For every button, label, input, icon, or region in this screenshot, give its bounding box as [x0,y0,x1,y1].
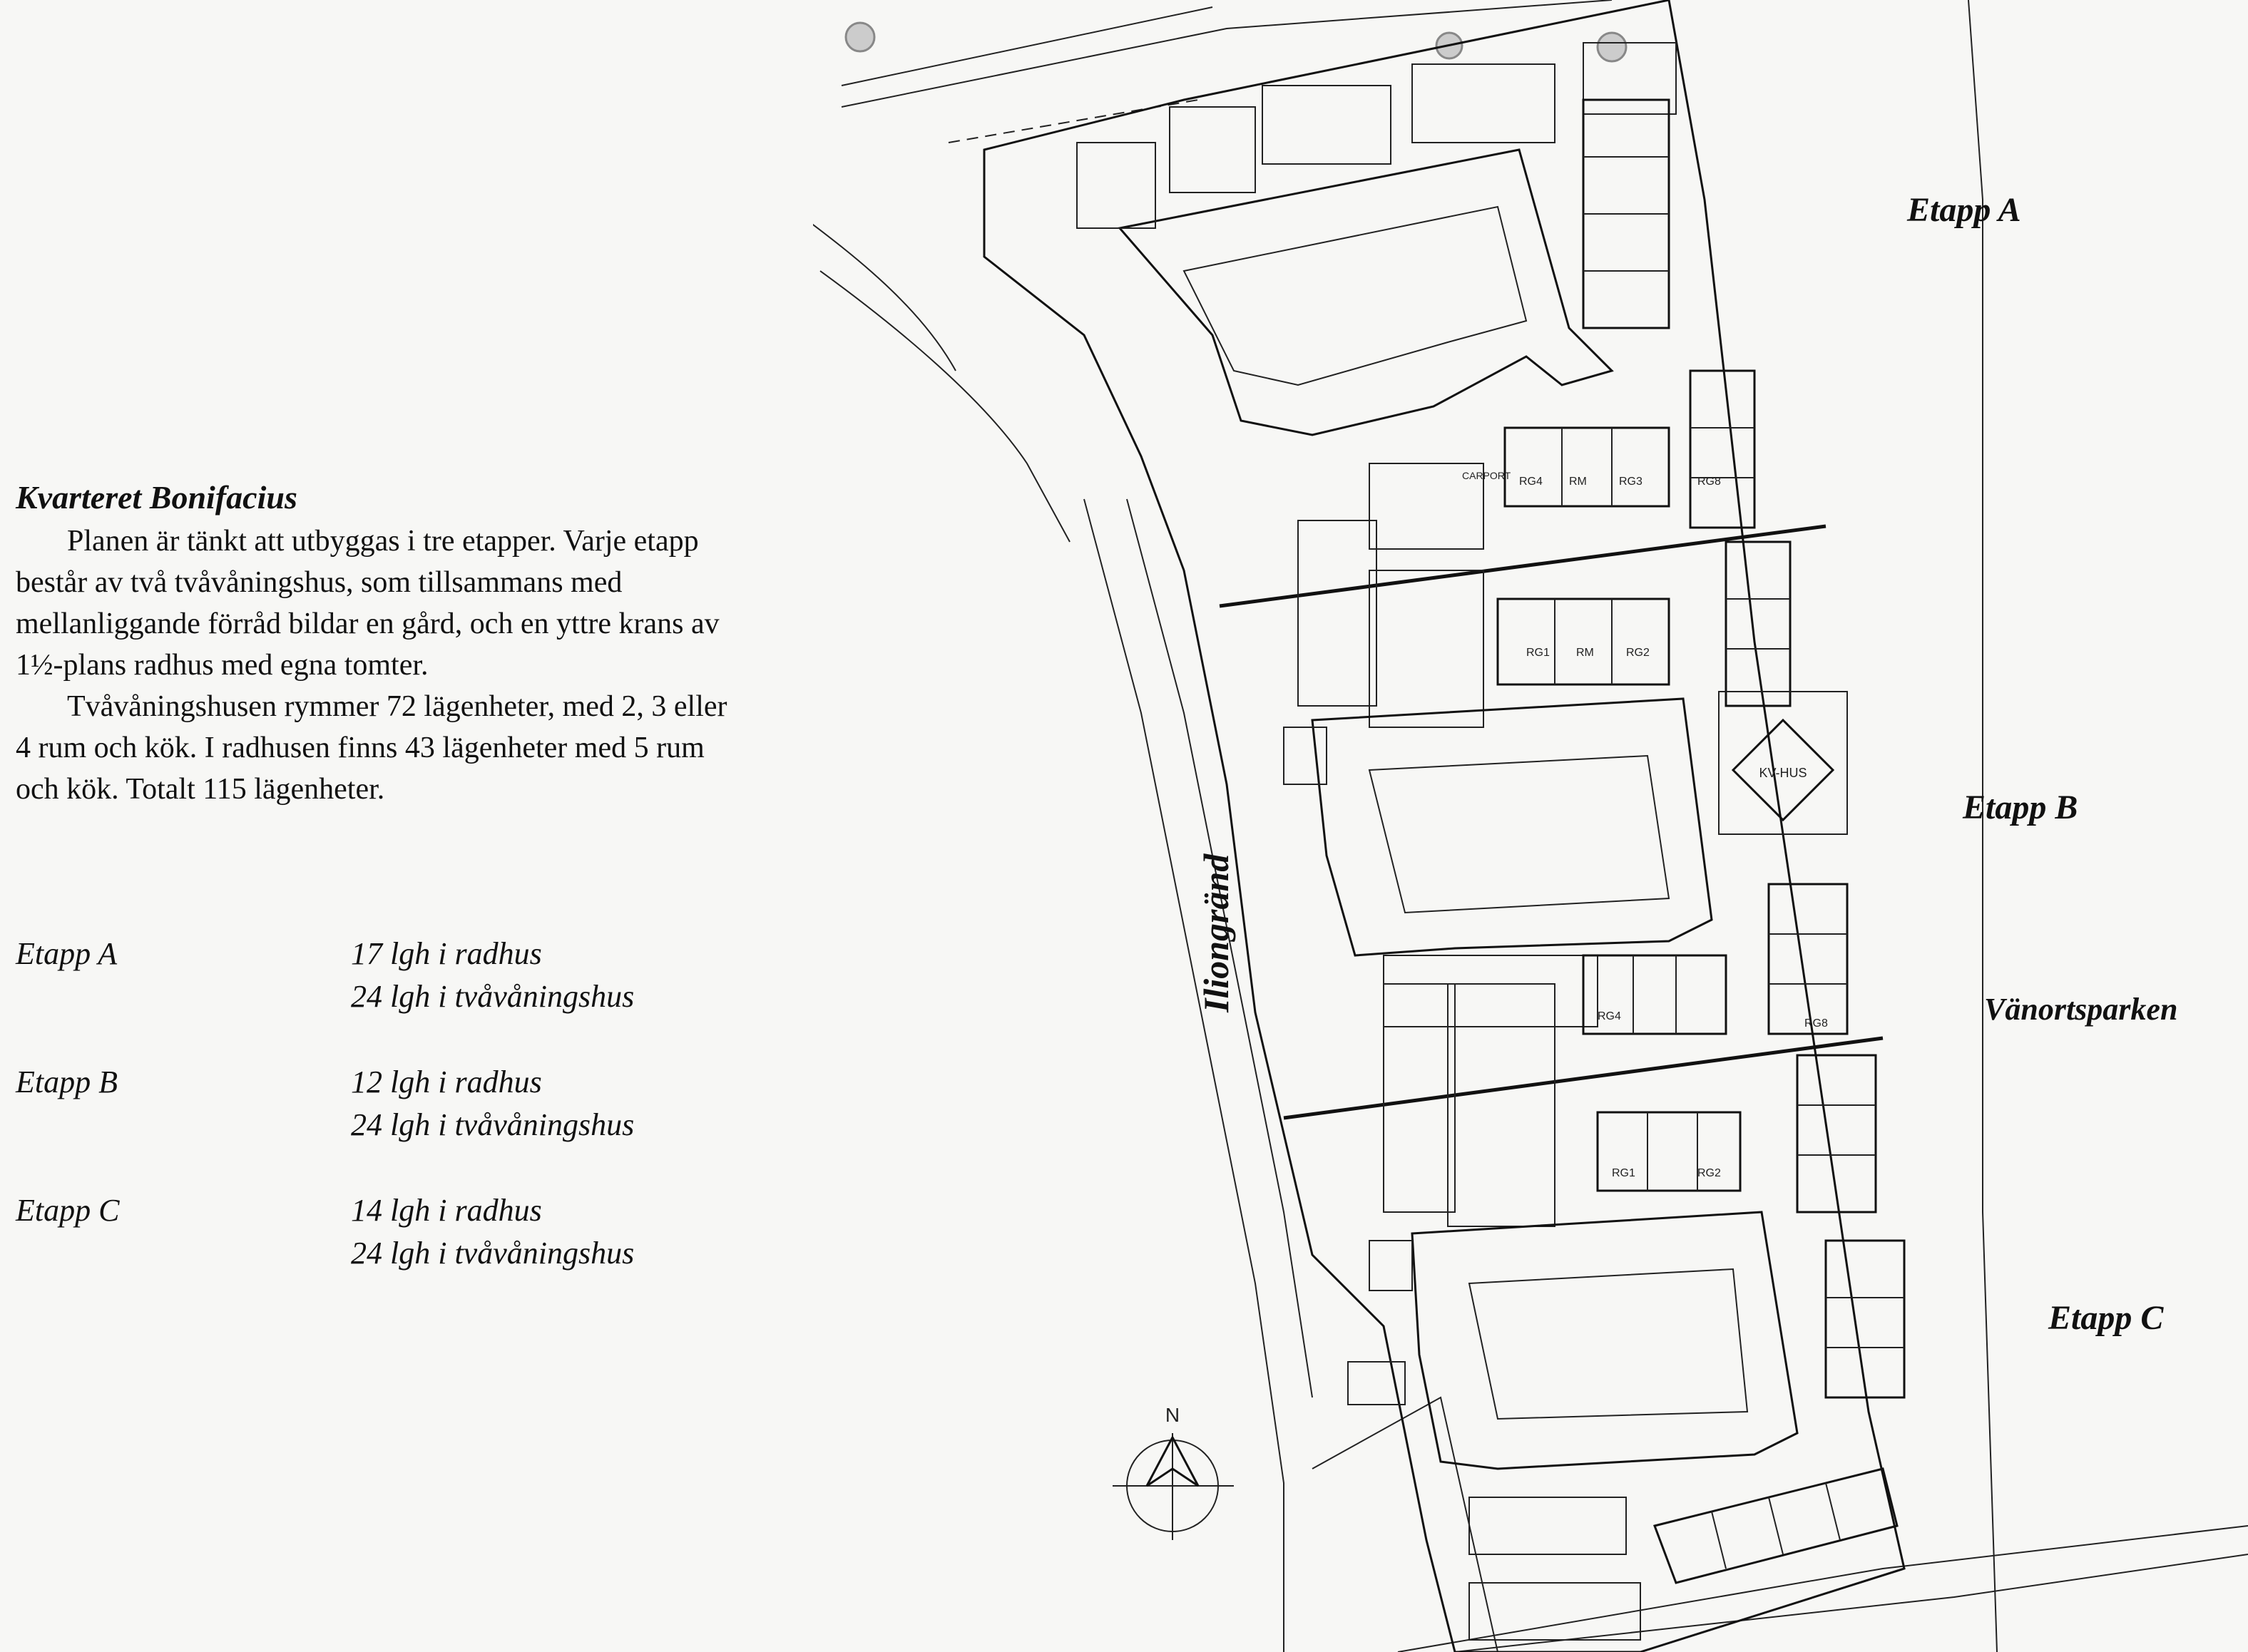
unit-label: RM [1576,647,1594,659]
unit-label: RG2 [1697,1167,1721,1179]
site-boundary [984,0,1904,1652]
etapp-b-row [16,1061,635,1142]
description-paragraph-1: Planen är tänkt att utbyggas i tre etapper. Varje etapp består av två tvåvåningshus, som tillsammans med mellanliggande förråd bildar en gård, och en yttre krans av 1½-plans radhus med egna tomter. [16,525,720,682]
etapp-a-tvavaning: 24 lgh i tvåvåningshus [351,979,635,1014]
unit-label: RG3 [1619,476,1642,488]
site-plan-map [813,0,2248,1652]
kv-hus-label: KV-HUS [1759,766,1807,780]
unit-label: RG4 [1598,1010,1621,1022]
unit-label: RG8 [1804,1017,1828,1030]
etapp-b-map-label: Etapp B [1963,789,2078,826]
etapp-c-row [16,1189,635,1271]
street-label: Iliongränd [1196,853,1236,1012]
punch-hole-icon [846,23,874,51]
unit-label: RG1 [1526,647,1550,659]
building-block-a [1077,43,1676,435]
etapp-a-map-label: Etapp A [1907,191,2021,229]
building-block-c [1348,1212,1797,1469]
north-arrow-icon [1113,1404,1234,1540]
punch-hole-icon [1598,33,1626,61]
etapp-divider-ab [1220,526,1826,606]
radhus-row-c [1469,1241,1904,1640]
unit-label: RM [1569,476,1587,488]
description-paragraph-2: Tvåvåningshusen rymmer 72 lägenheter, med 2, 3 eller 4 rum och kök. I radhusen finns 43 lägenheter med 5 rum och kök. Totalt 115 lägenheter. [16,690,727,806]
etapp-a-name: Etapp A [16,936,118,971]
etapp-b-radhus: 12 lgh i radhus [351,1064,542,1099]
building-block-b [1284,699,1712,1027]
etapp-c-radhus: 14 lgh i radhus [351,1193,542,1228]
kv-hus-building [1719,692,1847,834]
carport-label: CARPORT [1462,470,1511,481]
unit-label: RG2 [1626,647,1650,659]
page-title: Kvarteret Bonifacius [16,479,297,515]
park-label: Vänortsparken [1984,992,2178,1027]
etapp-b-tvavaning: 24 lgh i tvåvåningshus [351,1107,635,1142]
etapp-a-row [16,933,635,1014]
etapp-c-name: Etapp C [16,1193,120,1228]
etapp-a-radhus: 17 lgh i radhus [351,936,542,971]
north-label: N [1165,1404,1180,1426]
etapp-c-tvavaning: 24 lgh i tvåvåningshus [351,1236,635,1271]
unit-label: RG1 [1612,1167,1635,1179]
etapp-c-map-label: Etapp C [2048,1299,2164,1337]
radhus-row-b-east [1583,884,1847,1034]
etapp-divider-bc [1284,1038,1883,1118]
description-panel [16,476,729,810]
unit-label: RG8 [1697,476,1721,488]
unit-label: RG4 [1519,476,1543,488]
etapp-b-name: Etapp B [16,1064,118,1099]
